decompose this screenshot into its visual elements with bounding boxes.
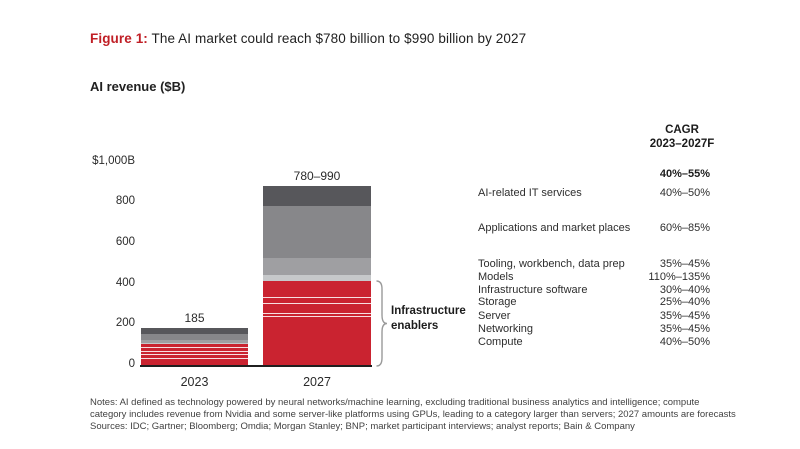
- bar-segment-models: [263, 275, 371, 280]
- bar-segment-infrastructure-software: [141, 344, 248, 348]
- y-tick-label: 600: [115, 235, 135, 248]
- category-label: Models: [478, 271, 514, 283]
- bar-segment-server: [141, 352, 248, 355]
- bar-segment-networking: [141, 355, 248, 359]
- bar-segment-applications-and-market-places: [141, 334, 248, 339]
- notes-line-2: category includes revenue from Nvidia and some server-like platforms using GPUs, leading to a category larger than servers; 2027 amounts are forecasts: [90, 409, 736, 420]
- category-label: Tooling, workbench, data prep: [478, 258, 625, 270]
- bar-segment-compute: [263, 317, 371, 366]
- bar-segment-ai-related-it-services: [263, 186, 371, 206]
- cagr-value: 35%–45%: [659, 322, 710, 335]
- x-axis-label: 2027: [303, 375, 331, 389]
- category-label: Infrastructure software: [478, 283, 588, 296]
- figure-title-text: The AI market could reach $780 billion to $990 billion by 2027: [147, 31, 527, 46]
- category-label: Networking: [478, 322, 534, 335]
- bar-segment-storage: [263, 298, 371, 304]
- bar-segment-infrastructure-software: [263, 281, 371, 298]
- category-label: Compute: [478, 335, 523, 348]
- sources-line: Sources: IDC; Gartner; Bloomberg; Omdia; Morgan Stanley; BNP; market participant interviews; analyst reports; Bain & Company: [90, 421, 635, 432]
- cagr-header-line2: 2023–2027F: [649, 138, 715, 150]
- chart-axis-title: AI revenue ($B): [90, 79, 186, 94]
- bar-segment-storage: [141, 348, 248, 351]
- notes-line-1: Notes: AI defined as technology powered by neural networks/machine learning, excluding traditional business analytics and intelligence; compute: [90, 397, 700, 408]
- bar-total-label: 185: [184, 311, 205, 326]
- figure-label: Figure 1:: [90, 31, 148, 46]
- category-label: Applications and market places: [478, 222, 631, 234]
- bar-segment-networking: [263, 314, 371, 317]
- infrastructure-enablers-label: Infrastructure enablers: [391, 305, 466, 332]
- bar-segment-tooling-workbench-data-prep: [141, 340, 248, 343]
- category-label: Storage: [478, 296, 517, 308]
- bar-segment-tooling-workbench-data-prep: [263, 258, 371, 275]
- x-axis-label: 2023: [180, 375, 209, 389]
- bracket-icon: [375, 280, 388, 367]
- cagr-column-header: [632, 123, 732, 151]
- y-tick-label: 0: [128, 358, 135, 370]
- bar-total-label: 780–990: [293, 168, 341, 183]
- bar-segment-ai-related-it-services: [141, 328, 248, 334]
- overall-cagr-value: 40%–55%: [659, 168, 710, 180]
- bar-segment-server: [263, 304, 371, 314]
- bar-segment-models: [141, 343, 248, 344]
- y-tick-label: 800: [115, 195, 135, 208]
- cagr-value: 110%–135%: [648, 271, 710, 283]
- cagr-value: 35%–45%: [659, 258, 710, 270]
- cagr-value: 35%–45%: [659, 309, 710, 322]
- cagr-value: 30%–40%: [659, 283, 710, 296]
- y-tick-label: 400: [115, 276, 135, 289]
- y-tick-label: $1,000B: [92, 154, 135, 167]
- category-label: AI-related IT services: [478, 187, 582, 199]
- category-label: Server: [478, 309, 511, 322]
- y-tick-label: 200: [115, 317, 135, 330]
- cagr-value: 25%–40%: [659, 296, 710, 308]
- x-axis-line: [140, 365, 372, 367]
- cagr-value: 60%–85%: [659, 222, 710, 234]
- bar-segment-applications-and-market-places: [263, 206, 371, 258]
- cagr-value: 40%–50%: [659, 335, 710, 348]
- cagr-value: 40%–50%: [659, 187, 710, 199]
- cagr-header-line1: CAGR: [665, 124, 699, 136]
